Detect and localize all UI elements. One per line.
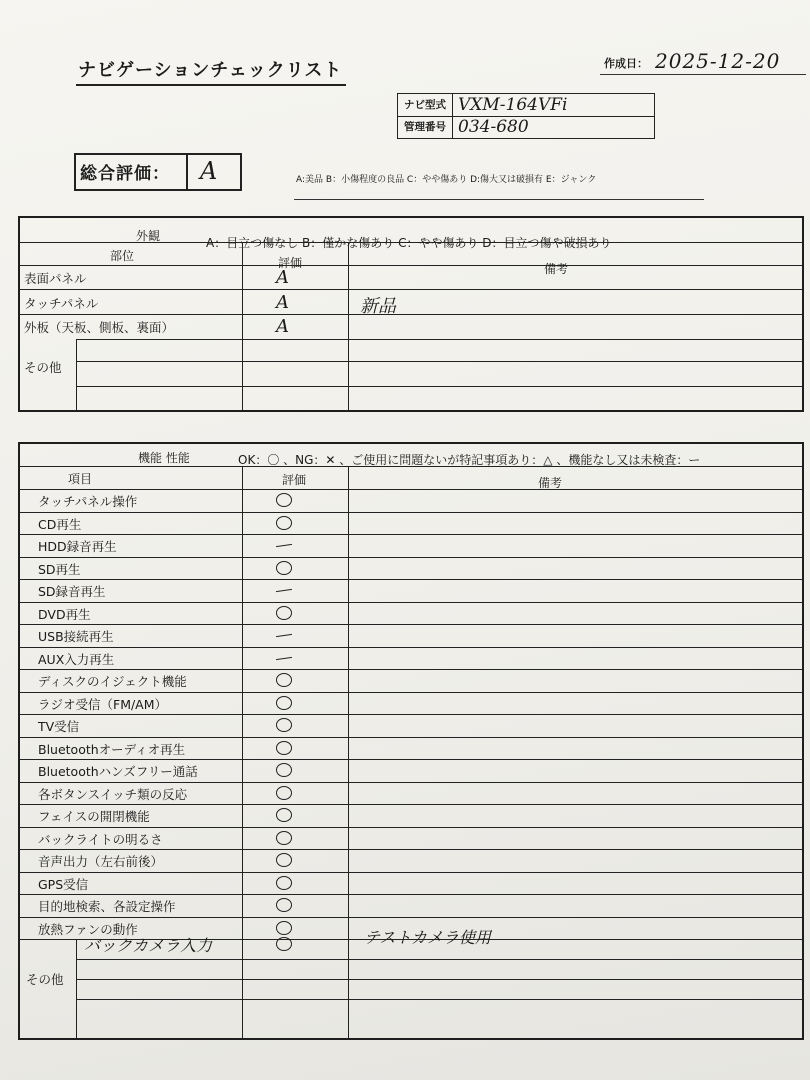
function-row-line bbox=[20, 849, 802, 850]
function-row-line bbox=[20, 804, 802, 805]
exterior-row-line bbox=[20, 314, 802, 315]
overall-rating-divider bbox=[186, 155, 188, 189]
exterior-other-label: その他 bbox=[24, 360, 62, 375]
model-info-box bbox=[397, 93, 655, 139]
exterior-row-line bbox=[76, 386, 802, 387]
exterior-row-part: タッチパネル bbox=[24, 295, 99, 311]
function-row-item: タッチパネル操作 bbox=[38, 494, 138, 509]
function-row-rating-ok-mark bbox=[276, 516, 292, 530]
function-row-rating-ok-mark bbox=[276, 493, 292, 507]
function-row-line bbox=[20, 782, 802, 783]
date-underline bbox=[600, 74, 806, 75]
exterior-row-rating: A bbox=[276, 316, 289, 337]
function-row-item: AUX入力再生 bbox=[38, 651, 115, 667]
function-other-label: その他 bbox=[26, 972, 64, 987]
function-row-item: Bluetoothハンズフリー通話 bbox=[38, 764, 198, 779]
function-section-label: 機能 性能 bbox=[138, 451, 190, 465]
legend-underline bbox=[294, 199, 704, 200]
function-row-line bbox=[20, 894, 802, 895]
function-header-line bbox=[20, 466, 802, 467]
function-other-rating-ok-mark bbox=[276, 937, 292, 951]
function-row-line bbox=[20, 759, 802, 760]
function-row-rating-ok-mark bbox=[276, 853, 292, 867]
function-other-row-line bbox=[76, 979, 802, 980]
function-row-item: ラジオ受信（FM/AM） bbox=[38, 696, 168, 712]
function-row-item: 目的地検索、各設定操作 bbox=[38, 899, 176, 914]
function-other-divider bbox=[76, 939, 77, 1038]
exterior-row-part: 表面パネル bbox=[24, 271, 87, 286]
function-row-rating-none-mark bbox=[276, 634, 292, 637]
function-row-item: HDD録音再生 bbox=[38, 539, 117, 554]
function-row-item: GPS受信 bbox=[38, 876, 89, 892]
function-row-rating-ok-mark bbox=[276, 831, 292, 845]
exterior-row-line bbox=[20, 289, 802, 290]
function-row-line bbox=[20, 534, 802, 535]
exterior-col-notes: 備考 bbox=[544, 262, 569, 276]
exterior-header-line bbox=[20, 242, 802, 243]
title-underline bbox=[76, 84, 346, 86]
function-other-item: バックカメラ入力 bbox=[84, 936, 213, 955]
function-row-line bbox=[20, 737, 802, 738]
exterior-col-divider bbox=[348, 242, 349, 410]
exterior-col-rating: 評価 bbox=[278, 256, 303, 270]
function-row-item: 放熱ファンの動作 bbox=[38, 921, 138, 937]
exterior-row-rating: A bbox=[276, 291, 289, 313]
exterior-row-part: 外板（天板、側板、裏面） bbox=[24, 320, 175, 335]
function-row-line bbox=[20, 669, 802, 670]
function-row-rating-ok-mark bbox=[276, 741, 292, 755]
exterior-table bbox=[18, 216, 804, 412]
exterior-col-part: 部位 bbox=[110, 249, 135, 263]
rating-legend: A:美品 B：小傷程度の良品 C：やや傷あり D:傷大又は破損有 E：ジャンク bbox=[296, 175, 597, 185]
exterior-row-note: 新品 bbox=[360, 295, 396, 317]
function-row-rating-ok-mark bbox=[276, 718, 292, 732]
function-col-divider bbox=[242, 466, 243, 1038]
function-row-item: 各ボタンスイッチ類の反応 bbox=[38, 786, 188, 802]
overall-rating-value: A bbox=[200, 157, 218, 185]
function-row-rating-ok-mark bbox=[276, 673, 292, 687]
function-row-line bbox=[20, 692, 802, 693]
management-number-row bbox=[398, 116, 654, 138]
exterior-section-label: 外観 bbox=[136, 229, 161, 243]
function-row-rating-ok-mark bbox=[276, 921, 292, 935]
function-other-row-line bbox=[76, 959, 802, 960]
function-row-rating-none-mark bbox=[276, 589, 292, 592]
function-col-item: 項目 bbox=[68, 472, 93, 486]
overall-rating-label: 総合評価： bbox=[80, 164, 170, 184]
function-row-line bbox=[20, 624, 802, 625]
function-other-note: テストカメラ使用 bbox=[364, 928, 491, 947]
exterior-row-line bbox=[76, 339, 802, 340]
management-number-value: 034-680 bbox=[458, 117, 529, 137]
function-col-notes: 備考 bbox=[538, 476, 563, 490]
function-row-rating-ok-mark bbox=[276, 606, 292, 620]
model-type-label: ナビ型式 bbox=[398, 94, 453, 116]
function-row-line bbox=[20, 714, 802, 715]
function-table bbox=[18, 442, 804, 1040]
exterior-colhead-line bbox=[20, 265, 802, 266]
function-col-rating: 評価 bbox=[282, 473, 307, 487]
function-row-item: フェイスの開閉機能 bbox=[38, 809, 150, 824]
function-criteria: OK：〇 、NG：✕ 、ご使用に問題ないが特記事項あり：△ 、機能なし又は未検査：ー bbox=[238, 453, 701, 467]
function-col-divider bbox=[348, 466, 349, 1038]
function-row-item: DVD再生 bbox=[38, 606, 91, 622]
function-row-item: バックライトの明るさ bbox=[38, 831, 163, 847]
function-row-line bbox=[20, 827, 802, 828]
exterior-row-line bbox=[76, 361, 802, 362]
function-row-item: TV受信 bbox=[38, 719, 80, 734]
exterior-col-divider bbox=[242, 242, 243, 410]
function-row-item: ディスクのイジェクト機能 bbox=[38, 674, 187, 689]
function-row-line bbox=[20, 917, 802, 918]
function-row-item: CD再生 bbox=[38, 516, 82, 532]
function-colhead-line bbox=[20, 489, 802, 490]
overall-rating-box bbox=[74, 153, 242, 191]
exterior-other-divider bbox=[76, 339, 77, 410]
function-row-line bbox=[20, 557, 802, 558]
function-row-item: SD録音再生 bbox=[38, 584, 106, 599]
function-row-line bbox=[20, 872, 802, 873]
function-row-rating-ok-mark bbox=[276, 876, 292, 890]
page-title: ナビゲーションチェックリスト bbox=[78, 60, 343, 81]
function-row-item: 音声出力（左右前後） bbox=[38, 854, 164, 869]
function-row-rating-none-mark bbox=[276, 656, 292, 659]
model-type-row bbox=[398, 94, 654, 117]
function-row-line bbox=[20, 602, 802, 603]
exterior-criteria: A：目立つ傷なし B：僅かな傷あり C：やや傷あり D：目立つ傷や破損あり bbox=[206, 236, 612, 250]
function-other-row-line bbox=[76, 999, 802, 1000]
function-row-rating-ok-mark bbox=[276, 763, 292, 777]
model-type-value: VXM-164VFi bbox=[458, 95, 568, 115]
function-row-rating-ok-mark bbox=[276, 696, 292, 710]
function-row-rating-ok-mark bbox=[276, 898, 292, 912]
date-value: 2025-12-20 bbox=[655, 49, 781, 73]
exterior-row-rating: A bbox=[276, 267, 289, 288]
function-row-rating-none-mark bbox=[276, 544, 292, 547]
function-row-item: SD再生 bbox=[38, 561, 81, 577]
function-row-rating-ok-mark bbox=[276, 786, 292, 800]
function-row-rating-ok-mark bbox=[276, 561, 292, 575]
function-row-rating-ok-mark bbox=[276, 808, 292, 822]
function-row-item: Bluetoothオーディオ再生 bbox=[38, 741, 186, 757]
function-row-line bbox=[20, 579, 802, 580]
management-number-label: 管理番号 bbox=[398, 116, 453, 138]
function-row-line bbox=[20, 647, 802, 648]
function-row-line bbox=[20, 512, 802, 513]
date-label: 作成日： bbox=[604, 57, 648, 70]
function-row-item: USB接続再生 bbox=[38, 629, 114, 644]
